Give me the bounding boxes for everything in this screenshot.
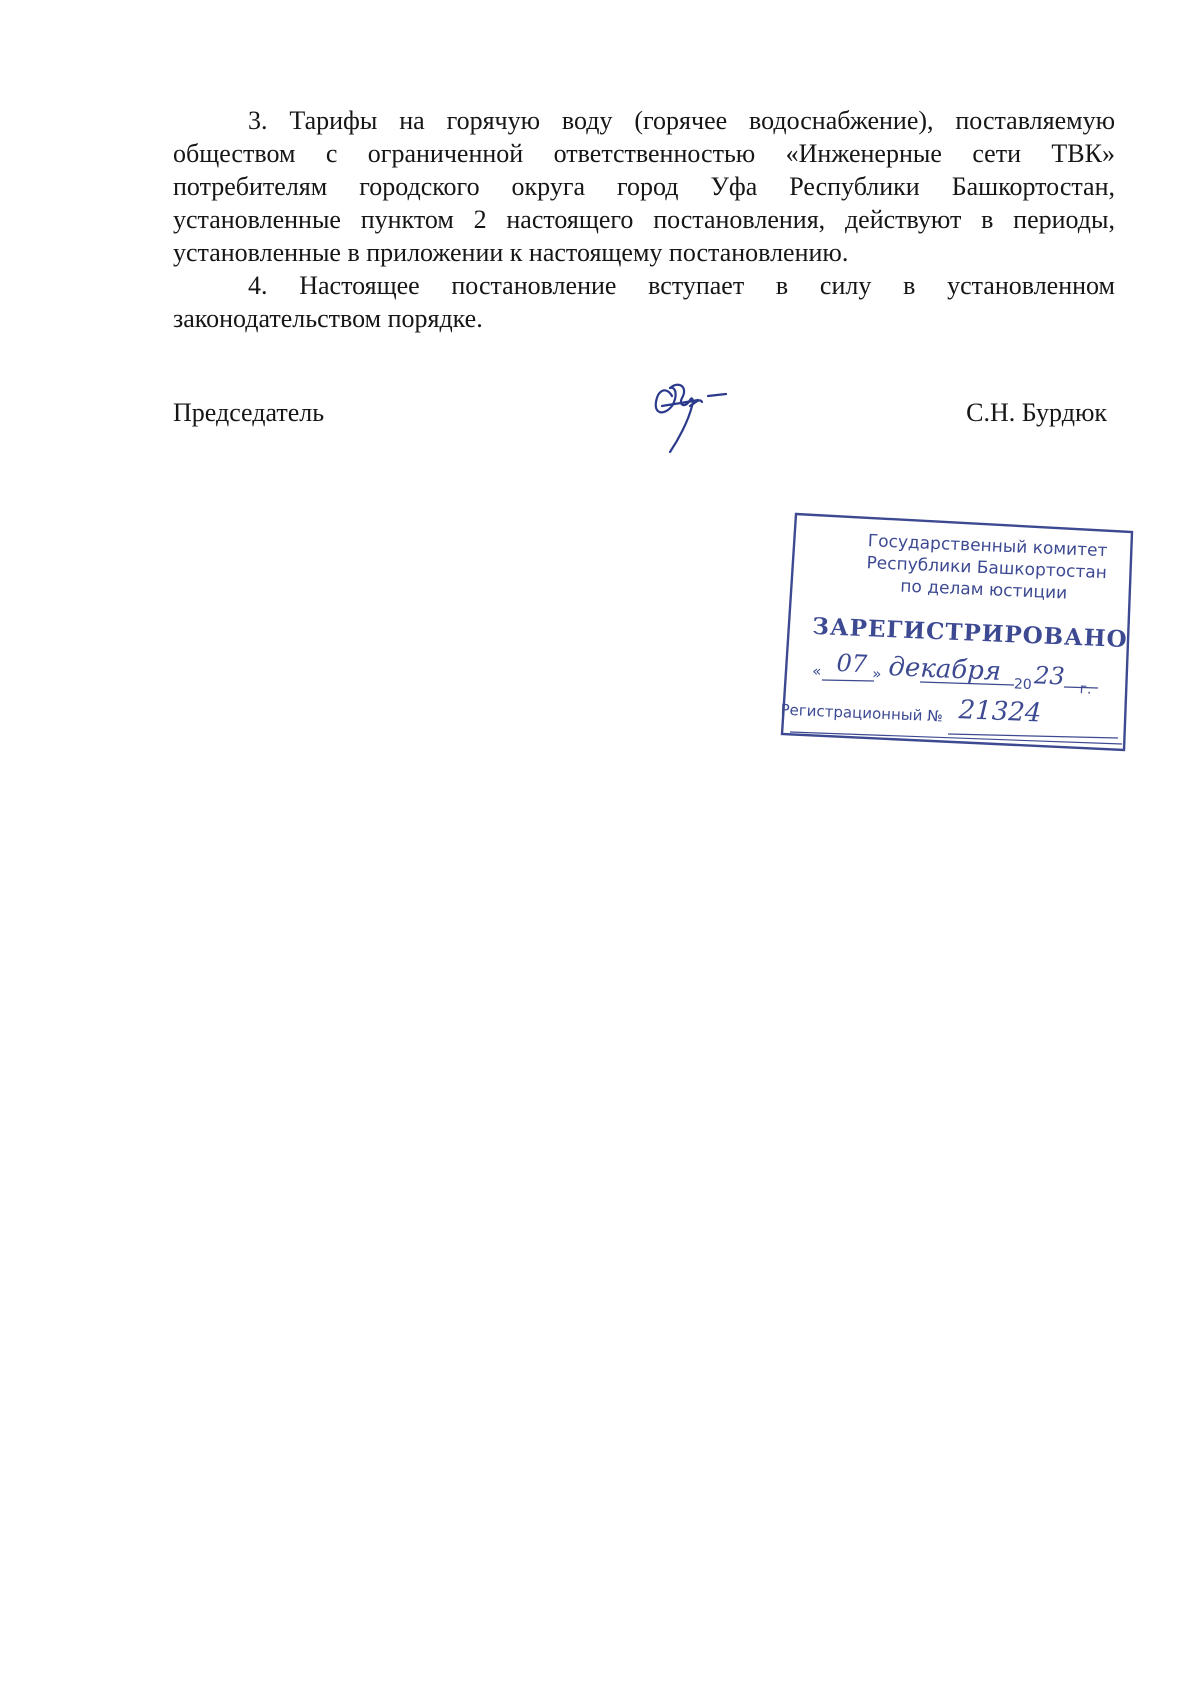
handwritten-signature — [640, 366, 740, 458]
stamp-status: ЗАРЕГИСТРИРОВАНО — [811, 612, 1129, 654]
stamp-reg-label: Регистрационный № — [780, 700, 944, 726]
stamp-org-line-1: Государственный комитет — [867, 531, 1108, 562]
stamp-month: декабря — [887, 652, 1002, 687]
signer-title: Председатель — [173, 398, 325, 427]
stamp-day: 07 — [836, 648, 868, 679]
stamp-year-prefix: 20 — [1013, 676, 1033, 694]
paragraph-4: 4. Настоящее постановление вступает в силу в установленном законодательством порядке. — [173, 271, 1115, 333]
signer-name: С.Н. Бурдюк — [966, 398, 1107, 427]
stamp-org-line-2: Республики Башкортостан — [866, 553, 1108, 584]
document-body — [173, 104, 1115, 335]
stamp-reg-number: 21324 — [958, 695, 1043, 729]
stamp-org-line-3: по делам юстиции — [899, 576, 1068, 604]
paragraph-3: 3. Тарифы на горячую воду (горячее водоснабжение), поставляемую обществом с ограниченной ответственностью «Инженерные сети ТВК» потребителям городского округа город Уфа Республики Башкортостан, установленные пунктом 2 настоящего постановления, действуют в периоды, установленные в приложении к настоящему постановлению. — [173, 106, 1115, 267]
registration-stamp — [778, 506, 1138, 758]
stamp-quote-close: » — [871, 664, 882, 683]
stamp-quote-open: « — [811, 661, 822, 681]
stamp-year-suffix: г. — [1079, 681, 1092, 698]
stamp-year: 23 — [1033, 661, 1066, 691]
